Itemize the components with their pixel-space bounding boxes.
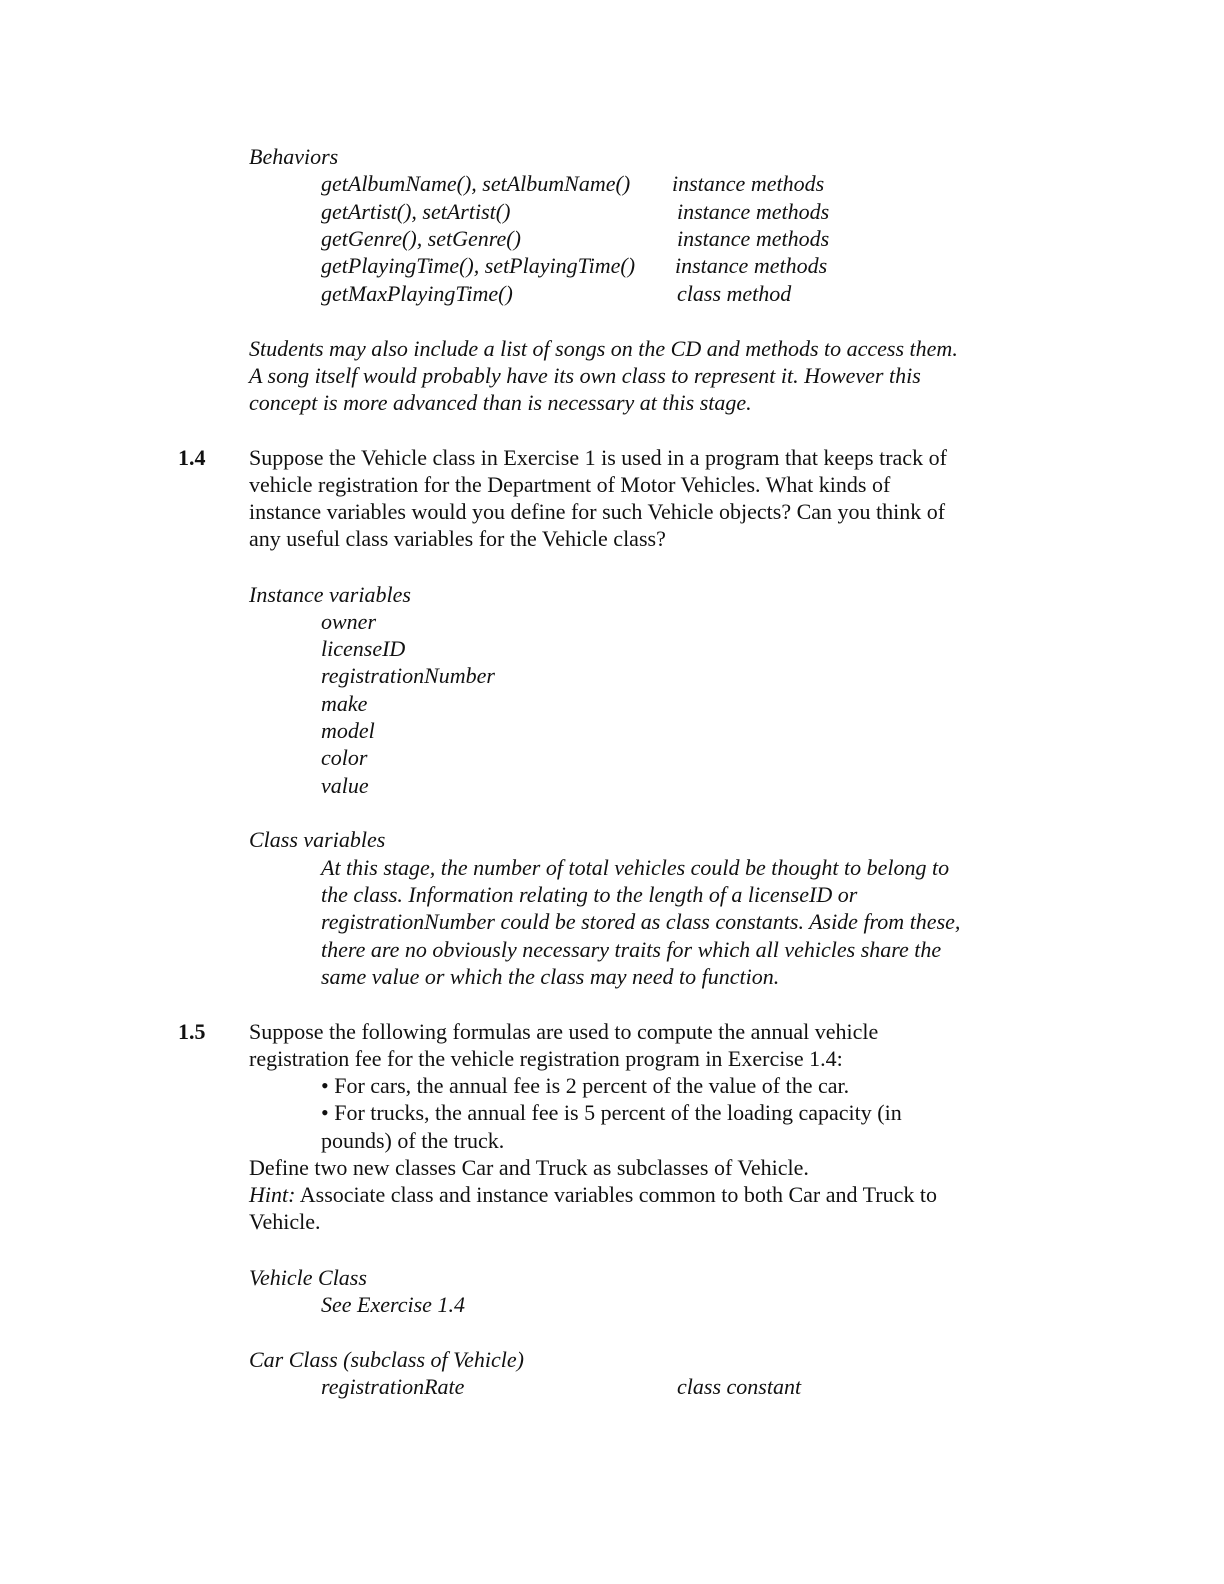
exercise-number: 1.5 [178,1019,206,1044]
behavior-method: getGenre(), setGenre() [321,226,521,251]
behavior-kind: class method [677,281,792,306]
bullet-item [321,1099,902,1126]
question-line: vehicle registration for the Department of Motor Vehicles. What kinds of [249,472,891,497]
class-variables-text: there are no obviously necessary traits for which all vehicles share the [321,937,942,962]
behavior-method: getPlayingTime(), setPlayingTime() [321,253,636,278]
instance-variable: owner [321,609,376,634]
bullet-text: For trucks, the annual fee is 5 percent of the loading capacity (in [334,1100,902,1125]
car-class-variable: registrationRate [321,1374,465,1399]
behavior-kind: instance methods [677,199,830,224]
behavior-kind: instance methods [675,253,828,278]
question-line: instance variables would you define for such Vehicle objects? Can you think of [249,499,946,524]
behavior-kind: instance methods [677,226,830,251]
bullet-icon: • [321,1073,329,1098]
bullet-text: For cars, the annual fee is 2 percent of the value of the car. [334,1073,850,1098]
behaviors-heading: Behaviors [249,144,339,169]
question-line: Suppose the Vehicle class in Exercise 1 is used in a program that keeps track of [249,445,947,470]
behavior-method: getAlbumName(), setAlbumName() [321,171,631,196]
car-class-variable-kind: class constant [677,1374,802,1399]
vehicle-class-note: See Exercise 1.4 [321,1292,465,1317]
hint-line [249,1181,937,1208]
students-note-line: concept is more advanced than is necessary at this stage. [249,390,752,415]
exercise-number: 1.4 [178,445,206,470]
class-variables-text: At this stage, the number of total vehicles could be thought to belong to [321,855,950,880]
students-note-line: A song itself would probably have its own class to represent it. However this [249,363,921,388]
instance-variable: licenseID [321,636,406,661]
define-line: Define two new classes Car and Truck as subclasses of Vehicle. [249,1155,809,1180]
bullet-continuation: pounds) of the truck. [321,1128,505,1153]
hint-label: Hint: [249,1182,296,1207]
vehicle-class-heading: Vehicle Class [249,1265,367,1290]
class-variables-text: the class. Information relating to the length of a licenseID or [321,882,858,907]
hint-text: Associate class and instance variables common to both Car and Truck to [295,1182,937,1207]
question-line: Suppose the following formulas are used to compute the annual vehicle [249,1019,879,1044]
instance-variable: make [321,691,368,716]
instance-variable: model [321,718,375,743]
students-note-line: Students may also include a list of songs on the CD and methods to access them. [249,336,958,361]
bullet-item [321,1072,849,1099]
bullet-icon: • [321,1100,329,1125]
question-line: registration fee for the vehicle registration program in Exercise 1.4: [249,1046,843,1071]
hint-line-continued: Vehicle. [249,1209,321,1234]
instance-variable: value [321,773,369,798]
instance-variables-heading: Instance variables [249,582,411,607]
behavior-method: getMaxPlayingTime() [321,281,513,306]
behavior-method: getArtist(), setArtist() [321,199,511,224]
class-variables-text: registrationNumber could be stored as class constants. Aside from these, [321,909,961,934]
class-variables-text: same value or which the class may need to function. [321,964,780,989]
instance-variable: color [321,745,368,770]
instance-variable: registrationNumber [321,663,495,688]
class-variables-heading: Class variables [249,827,386,852]
car-class-heading: Car Class (subclass of Vehicle) [249,1347,524,1372]
behavior-kind: instance methods [672,171,825,196]
question-line: any useful class variables for the Vehicle class? [249,526,666,551]
